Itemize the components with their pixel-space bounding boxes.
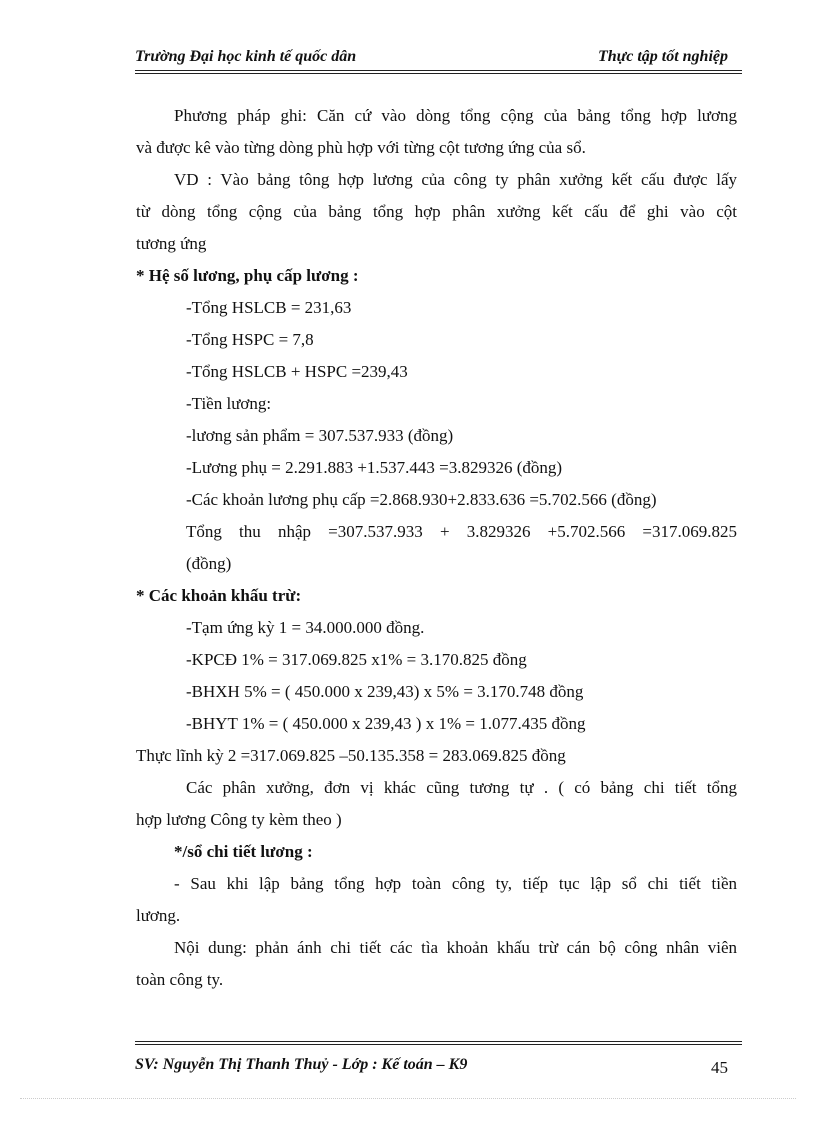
section-heading: * Các khoản khấu trừ:: [136, 586, 302, 605]
footer-rule-2: [135, 1044, 742, 1045]
total-line: Thực lĩnh kỳ 2 =317.069.825 –50.135.358 = 283.069.825 đồng: [136, 746, 566, 765]
paragraph-line: Nội dung: phản ánh chi tiết các tìa khoản khấu trừ cán bộ công nhân viên: [174, 938, 737, 957]
header-rule-2: [135, 73, 742, 74]
page-edge-divider: [20, 1098, 796, 1099]
list-item: (đồng): [186, 554, 232, 573]
list-item: -lương sản phẩm = 307.537.933 (đồng): [186, 426, 454, 445]
paragraph-line: lương.: [136, 906, 181, 925]
list-item: -BHYT 1% = ( 450.000 x 239,43 ) x 1% = 1.077.435 đồng: [186, 714, 586, 733]
page-header: [135, 46, 742, 68]
list-item: -Tổng HSLCB = 231,63: [186, 298, 352, 317]
paragraph-line: tương ứng: [136, 234, 207, 253]
section-heading: * Hệ số lương, phụ cấp lương :: [136, 266, 359, 285]
page-number: 45: [711, 1058, 728, 1077]
paragraph-line: từ dòng tổng cộng của bảng tổng hợp phân xưởng kết cấu để ghi vào cột: [136, 202, 737, 221]
list-item: -Tiền lương:: [186, 394, 272, 413]
section-heading: */sổ chi tiết lương :: [174, 842, 313, 861]
list-item: -Tạm ứng kỳ 1 = 34.000.000 đồng.: [186, 618, 425, 637]
list-item: -KPCĐ 1% = 317.069.825 x1% = 3.170.825 đồng: [186, 650, 527, 669]
paragraph-line: - Sau khi lập bảng tổng hợp toàn công ty, tiếp tục lập sổ chi tiết tiền: [174, 874, 737, 893]
list-item: -Tổng HSLCB + HSPC =239,43: [186, 362, 408, 381]
list-item: -Tổng HSPC = 7,8: [186, 330, 314, 349]
list-item: -BHXH 5% = ( 450.000 x 239,43) x 5% = 3.170.748 đồng: [186, 682, 584, 701]
paragraph-line: VD : Vào bảng tông hợp lương của công ty phân xưởng kết cấu được lấy: [174, 170, 737, 189]
paragraph-line: Phương pháp ghi: Căn cứ vào dòng tổng cộng của bảng tổng hợp lương: [174, 106, 737, 125]
list-item: -Lương phụ = 2.291.883 +1.537.443 =3.829326 (đồng): [186, 458, 563, 477]
paragraph-line: và được kê vào từng dòng phù hợp với từng cột tương ứng của sổ.: [136, 138, 586, 157]
paragraph-line: hợp lương Công ty kèm theo ): [136, 810, 342, 829]
paragraph-line: toàn công ty.: [136, 970, 224, 989]
header-title: Thực tập tốt nghiệp: [597, 48, 728, 65]
paragraph-line: Các phân xưởng, đơn vị khác cũng tương tự . ( có bảng chi tiết tổng: [186, 778, 737, 797]
footer-author: SV: Nguyễn Thị Thanh Thuỷ - Lớp : Kế toán – K9: [135, 1056, 468, 1073]
footer-rule: [135, 1041, 742, 1042]
header-rule: [135, 70, 742, 71]
list-item: -Các khoản lương phụ cấp =2.868.930+2.833.636 =5.702.566 (đồng): [186, 490, 657, 509]
list-item: Tổng thu nhập =307.537.933 + 3.829326 +5.702.566 =317.069.825: [186, 522, 737, 541]
header-school: Trường Đại học kinh tế quốc dân: [135, 48, 357, 65]
